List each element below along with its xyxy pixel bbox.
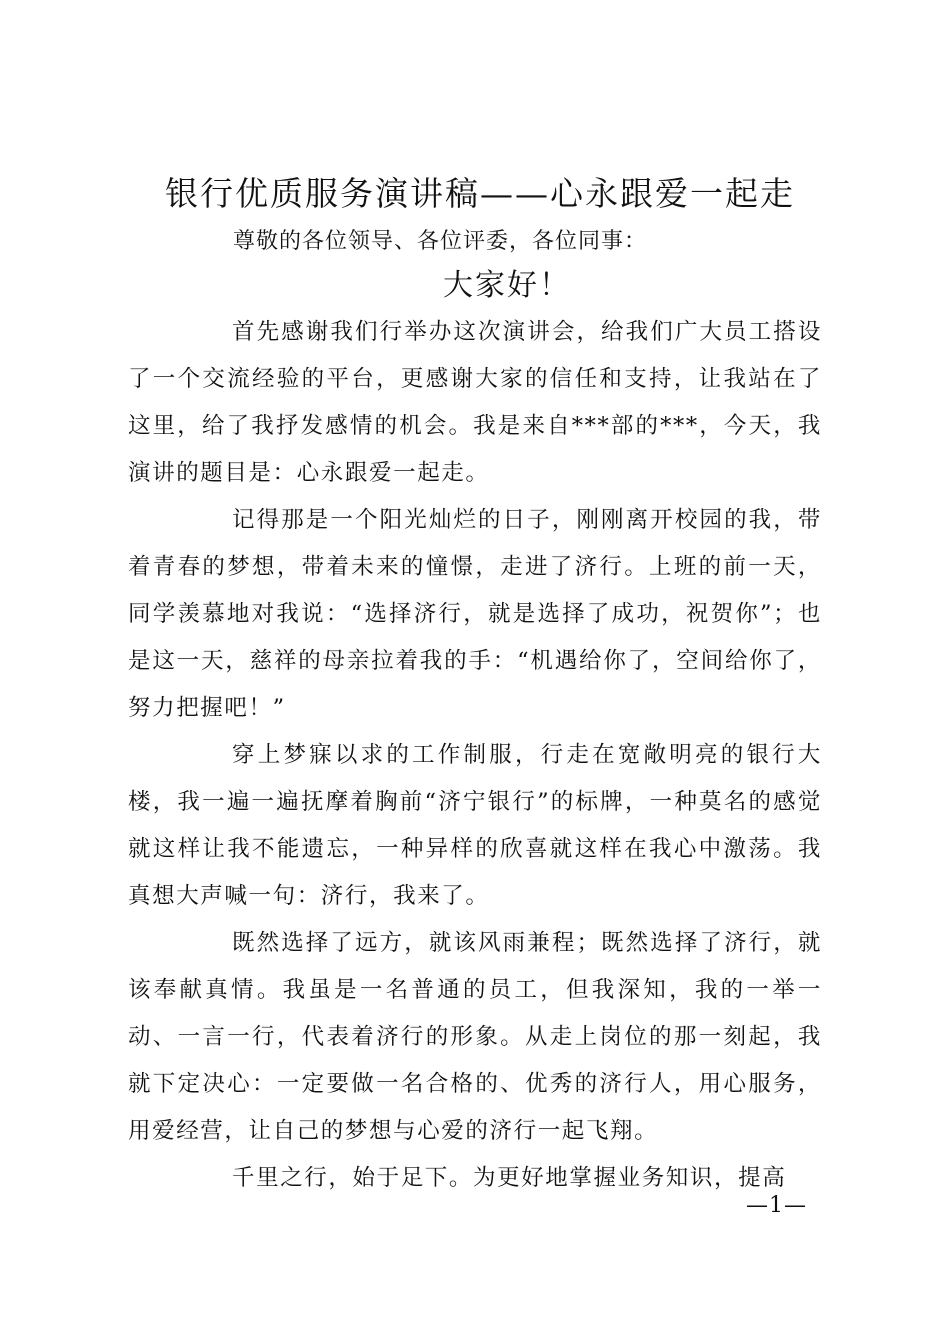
greeting: 大家好！ (443, 268, 571, 303)
paragraph-5: 千里之行，始于足下。为更好地掌握业务知识，提高 (232, 1165, 787, 1191)
page-number: —1— (746, 1193, 807, 1218)
paragraph-2: 记得那是一个阳光灿烂的日子，刚刚离开校园的我，带着青春的梦想，带着未来的憧憬，走进了济行。上班的前一天，同学羡慕地对我说：“选择济行，就是选择了成功，祝贺你”；也是这一天，慈祥的母亲拉着我的手：“机遇给你了，空间给你了，努力把握吧！” (128, 507, 822, 721)
speech-body (128, 309, 822, 1202)
paragraph-4: 既然选择了远方，就该风雨兼程；既然选择了济行，就该奉献真情。我虽是一名普通的员工，但我深知，我的一举一动、一言一行，代表着济行的形象。从走上岗位的那一刻起，我就下定决心：一定要做一名合格的、优秀的济行人，用心服务，用爱经营，让自己的梦想与心爱的济行一起飞翔。 (128, 930, 822, 1144)
paragraph-1: 首先感谢我们行举办这次演讲会，给我们广大员工搭设了一个交流经验的平台，更感谢大家的信任和支持，让我站在了这里，给了我抒发感情的机会。我是来自***部的***，今天，我演讲的题目是：心永跟爱一起走。 (128, 319, 822, 486)
paragraph-3: 穿上梦寐以求的工作制服，行走在宽敞明亮的银行大楼，我一遍一遍抚摩着胸前“济宁银行”的标牌，一种莫名的感觉就这样让我不能遗忘，一种异样的欣喜就这样在我心中激荡。我真想大声喊一句：济行，我来了。 (128, 742, 822, 909)
document-title: 银行优质服务演讲稿——心永跟爱一起走 (165, 174, 795, 213)
salutation: 尊敬的各位领导、各位评委，各位同事： (233, 229, 648, 254)
